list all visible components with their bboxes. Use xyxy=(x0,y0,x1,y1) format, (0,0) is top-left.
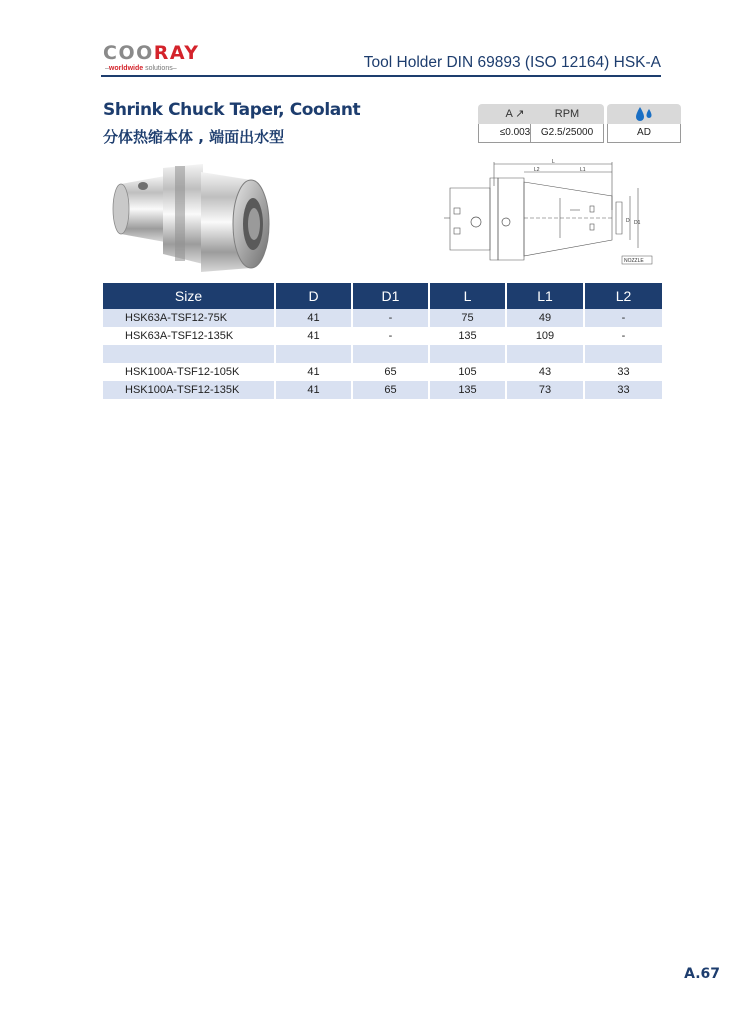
cell-d1: - xyxy=(352,327,429,345)
header-l1: L1 xyxy=(506,283,584,309)
spec-coolant-value: AD xyxy=(607,124,681,143)
cell-l: 75 xyxy=(429,309,506,327)
cell-l: 135 xyxy=(429,327,506,345)
header-d: D xyxy=(275,283,352,309)
cell-d xyxy=(275,345,352,363)
page-number: A.67 xyxy=(684,966,720,982)
runout-arrow-icon: A ↗ xyxy=(478,104,552,124)
product-photo xyxy=(103,154,283,284)
cell-d: 41 xyxy=(275,309,352,327)
table-row-spacer xyxy=(103,345,662,363)
cell-l2: - xyxy=(584,327,662,345)
spec-rpm-label: RPM xyxy=(530,104,604,124)
header-size: Size xyxy=(103,283,275,309)
cell-d1 xyxy=(352,345,429,363)
cell-size xyxy=(103,345,275,363)
coolant-drops-icon xyxy=(607,104,681,124)
header-divider xyxy=(101,75,661,77)
brand-logo xyxy=(103,42,223,76)
table-row xyxy=(103,327,662,345)
cell-size: HSK100A-TSF12-135K xyxy=(103,381,275,399)
cell-d: 41 xyxy=(275,363,352,381)
cell-l: 135 xyxy=(429,381,506,399)
cell-l1: 43 xyxy=(506,363,584,381)
cell-l2: - xyxy=(584,309,662,327)
cell-size: HSK100A-TSF12-105K xyxy=(103,363,275,381)
header-title: Tool Holder DIN 69893 (ISO 12164) HSK-A xyxy=(363,54,661,71)
header-l2: L2 xyxy=(584,283,662,309)
cell-l: 105 xyxy=(429,363,506,381)
cell-size: HSK63A-TSF12-75K xyxy=(103,309,275,327)
product-title: Shrink Chuck Taper, Coolant xyxy=(103,100,361,120)
dim-label-l2: L2 xyxy=(534,167,540,173)
header-l: L xyxy=(429,283,506,309)
cell-size: HSK63A-TSF12-135K xyxy=(103,327,275,345)
table-row xyxy=(103,381,662,399)
cell-d1: - xyxy=(352,309,429,327)
dim-label-l: L xyxy=(552,159,555,165)
brand-tagline: –worldwide solutions– xyxy=(105,65,177,72)
table-header-row xyxy=(103,283,662,309)
nozzle-label: NOZZLE xyxy=(624,258,644,264)
header-d1: D1 xyxy=(352,283,429,309)
product-subtitle: 分体热缩本体 , 端面出水型 xyxy=(103,128,285,146)
cell-d: 41 xyxy=(275,381,352,399)
cell-l1: 49 xyxy=(506,309,584,327)
cell-l1: 73 xyxy=(506,381,584,399)
cell-d: 41 xyxy=(275,327,352,345)
cell-l2 xyxy=(584,345,662,363)
dim-label-d1: D1 xyxy=(634,220,641,226)
cell-l1 xyxy=(506,345,584,363)
dim-label-d: D xyxy=(626,218,630,224)
spec-rpm xyxy=(530,104,604,143)
cell-l xyxy=(429,345,506,363)
cell-l2: 33 xyxy=(584,381,662,399)
spec-rpm-value: G2.5/25000 xyxy=(530,124,604,143)
technical-drawing xyxy=(440,158,654,270)
spec-coolant xyxy=(607,104,681,143)
cell-d1: 65 xyxy=(352,363,429,381)
dim-label-l1: L1 xyxy=(580,167,586,173)
spec-runout-value: ≤0.003 xyxy=(478,124,552,143)
table-row xyxy=(103,363,662,381)
cell-l1: 109 xyxy=(506,327,584,345)
cell-d1: 65 xyxy=(352,381,429,399)
brand-wordmark: COORAY xyxy=(103,42,200,64)
spec-table xyxy=(103,283,662,399)
cell-l2: 33 xyxy=(584,363,662,381)
table-row xyxy=(103,309,662,327)
